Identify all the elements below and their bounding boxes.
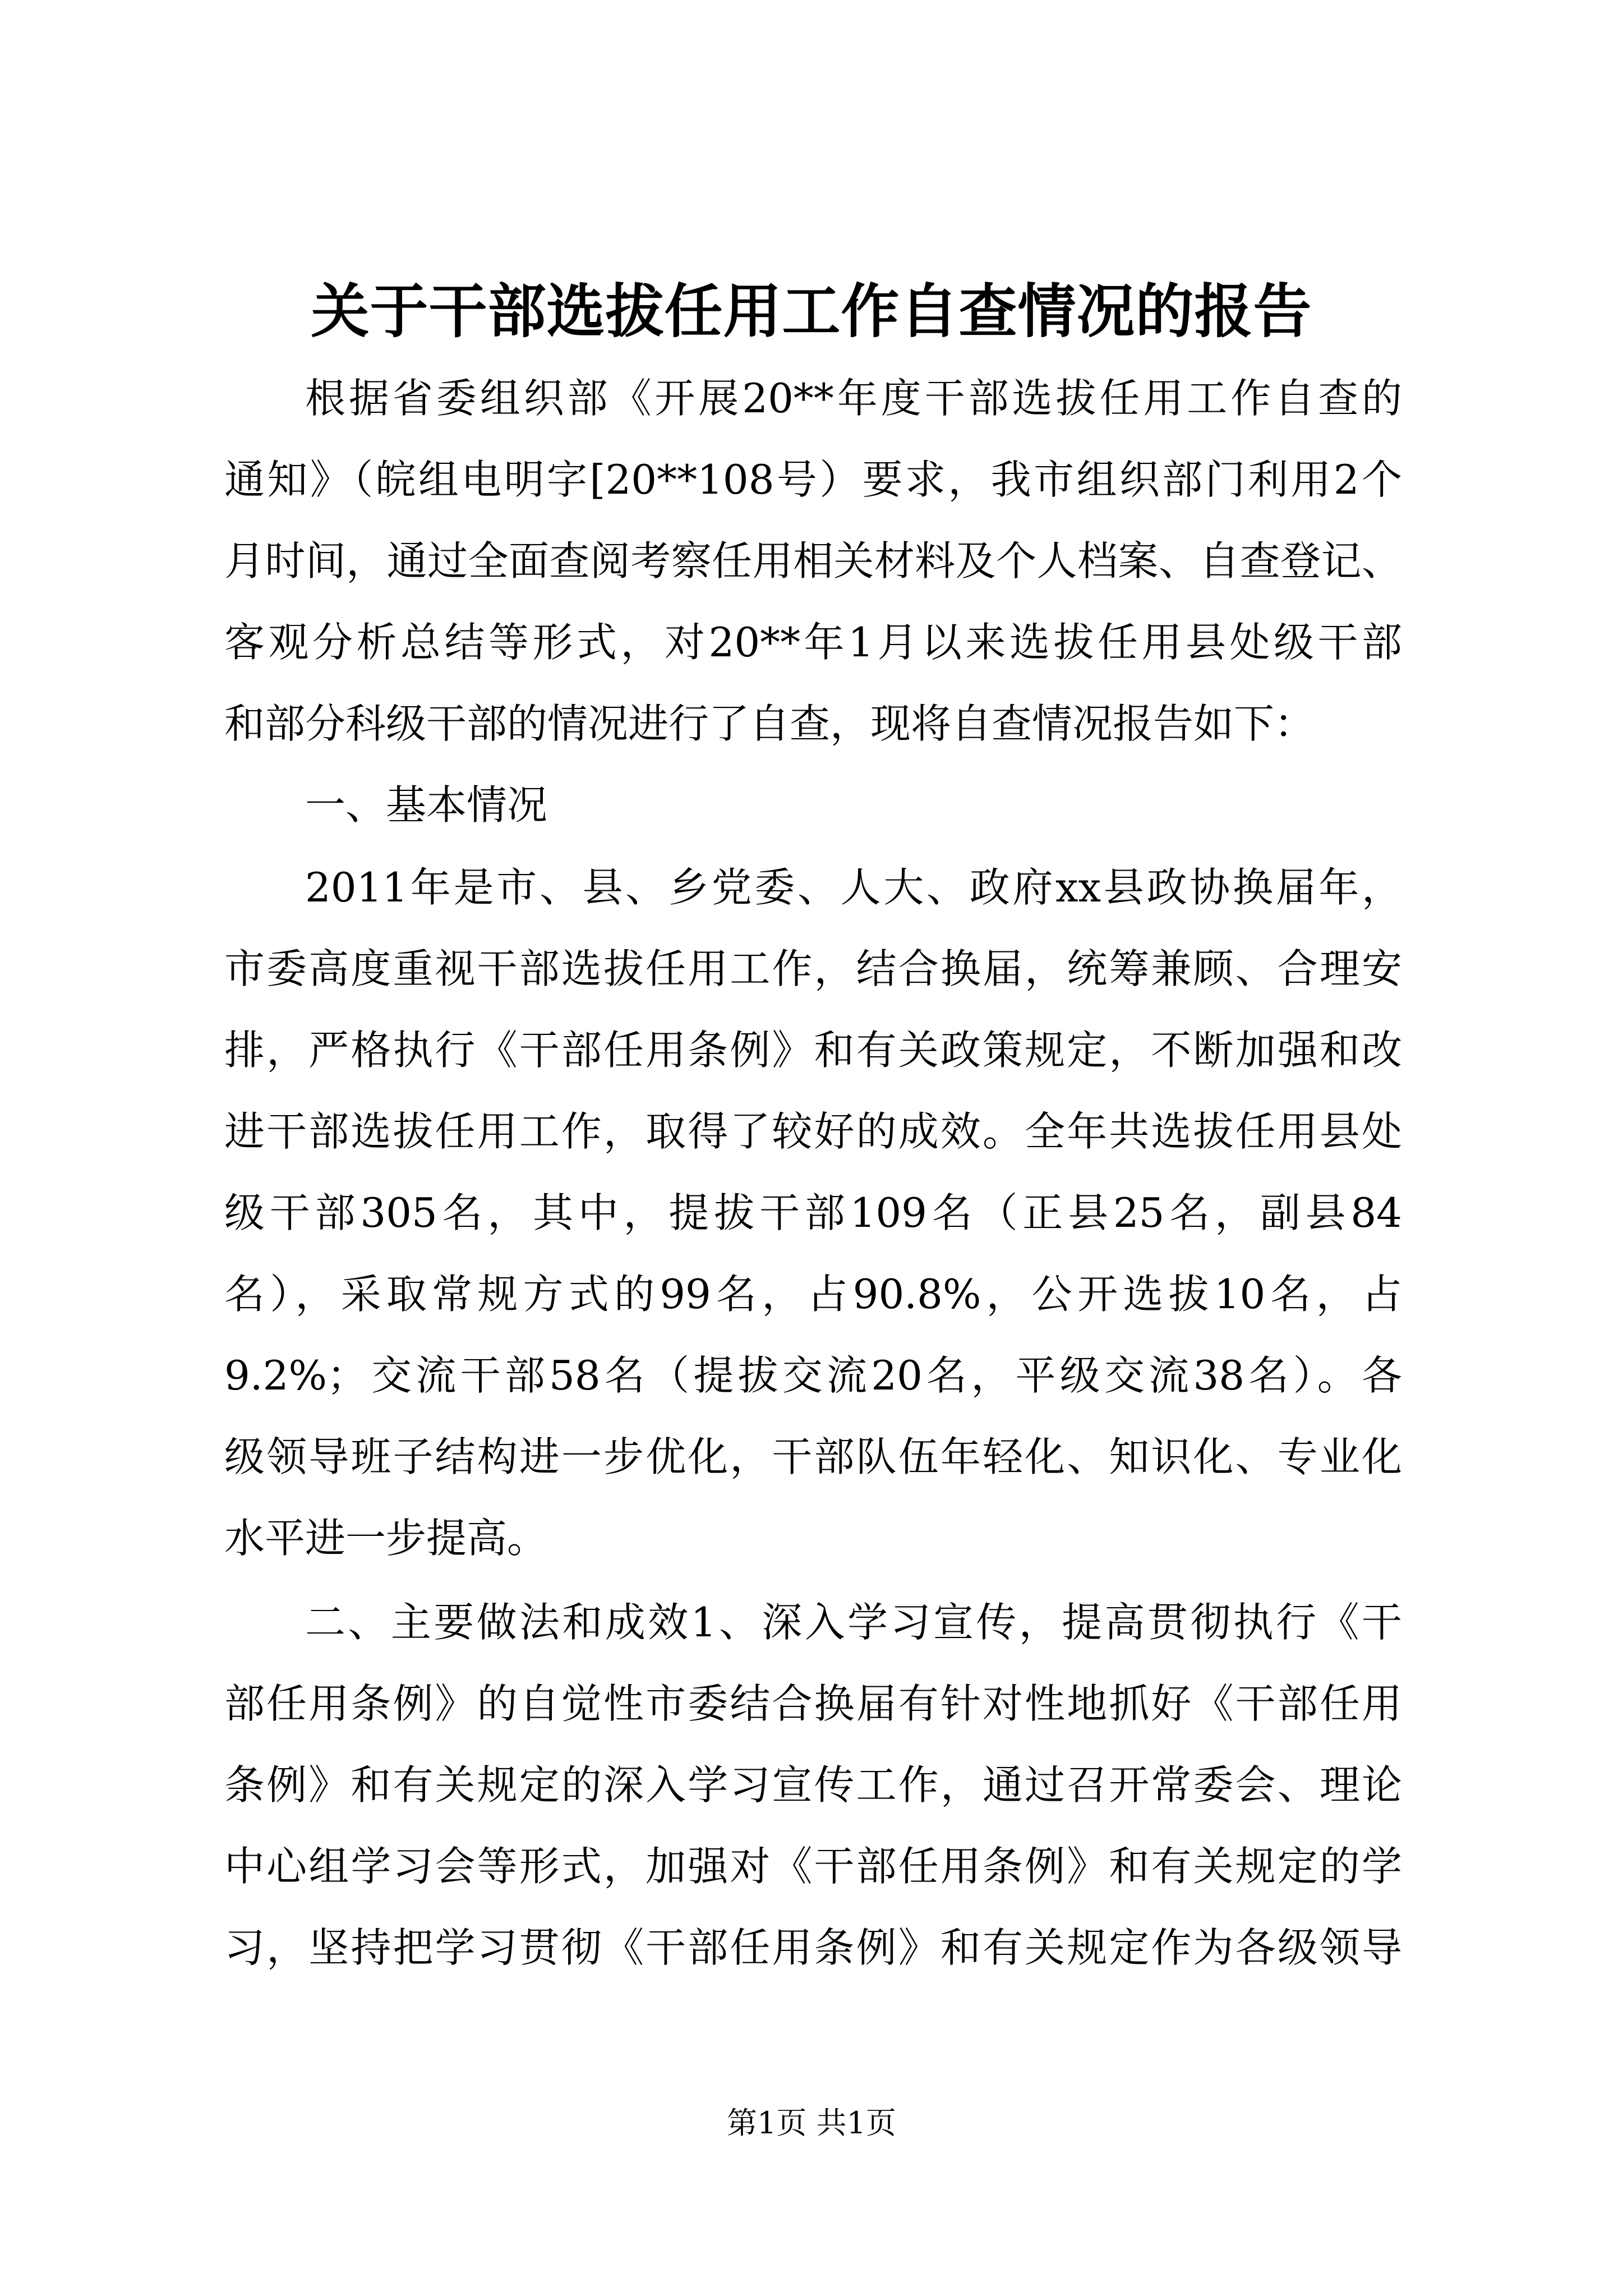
paragraph-line: 水平进一步提高。 bbox=[224, 1515, 548, 1562]
page-footer: 第1页 共1页 bbox=[727, 2105, 896, 2141]
paragraph-line: 二、主要做法和成效1、深入学习宣传，提高贯彻执行《干 bbox=[305, 1599, 1402, 1646]
paragraph-line: 市委高度重视干部选拔任用工作，结合换届，统筹兼顾、合理安 bbox=[224, 945, 1402, 992]
paragraph-line: 级干部305名，其中，提拔干部109名（正县25名，副县84 bbox=[224, 1189, 1402, 1236]
paragraph-line: 级领导班子结构进一步优化，干部队伍年轻化、知识化、专业化 bbox=[224, 1433, 1402, 1480]
section-heading: 一、基本情况 bbox=[305, 781, 548, 829]
paragraph-line: 9.2%；交流干部58名（提拔交流20名，平级交流38名）。各 bbox=[224, 1352, 1402, 1399]
paragraph-line: 2011年是市、县、乡党委、人大、政府xx县政协换届年， bbox=[305, 864, 1402, 911]
paragraph-line: 排，严格执行《干部任用条例》和有关政策规定，不断加强和改 bbox=[224, 1027, 1402, 1074]
paragraph-line: 部任用条例》的自觉性市委结合换届有针对性地抓好《干部任用 bbox=[224, 1680, 1402, 1727]
paragraph-line: 客观分析总结等形式，对20**年1月以来选拔任用县处级干部 bbox=[224, 619, 1402, 666]
paragraph-line: 和部分科级干部的情况进行了自查，现将自查情况报告如下： bbox=[224, 700, 1315, 747]
paragraph-line: 中心组学习会等形式，加强对《干部任用条例》和有关规定的学 bbox=[224, 1843, 1402, 1890]
paragraph-line: 月时间，通过全面查阅考察任用相关材料及个人档案、自查登记、 bbox=[224, 537, 1402, 585]
paragraph-line: 根据省委组织部《开展20**年度干部选拔任用工作自查的 bbox=[305, 375, 1402, 422]
paragraph-line: 进干部选拔任用工作，取得了较好的成效。全年共选拔任用县处 bbox=[224, 1108, 1402, 1155]
paragraph-line: 习，坚持把学习贯彻《干部任用条例》和有关规定作为各级领导 bbox=[224, 1924, 1402, 1971]
paragraph-line: 名），采取常规方式的99名，占90.8%，公开选拔10名，占 bbox=[224, 1271, 1402, 1318]
document-title: 关于干部选拔任用工作自查情况的报告 bbox=[311, 277, 1312, 346]
paragraph-line: 通知》（皖组电明字[20**108号）要求，我市组织部门利用2个 bbox=[224, 456, 1402, 503]
paragraph-line: 条例》和有关规定的深入学习宣传工作，通过召开常委会、理论 bbox=[224, 1761, 1402, 1809]
